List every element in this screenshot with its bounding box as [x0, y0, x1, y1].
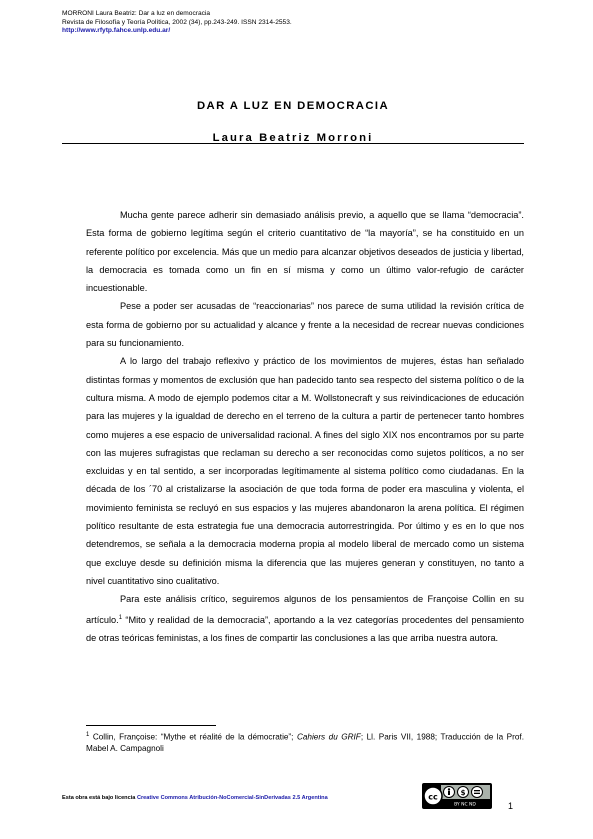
article-title: DAR A LUZ EN DEMOCRACIA: [196, 100, 390, 112]
footnote-text-a: Collin, Françoise: “Mythe et réalité de la démocratie”;: [89, 732, 297, 742]
cc-license-badge[interactable]: [422, 783, 492, 809]
footnote-text-b: ; Ll. Paris VII, 1988; Traducción de la Prof. Mabel A. Campagnoli: [86, 732, 524, 754]
paragraph-4: [86, 590, 524, 647]
footnote-rule: [86, 725, 216, 726]
paragraph-4-text-b: “Mito y realidad de la democracia”, aportando a la vez categorías procedentes del pensamiento de otras teóricas feministas, a los fines de compartir las conclusiones a las que arriba nuestra autora.: [86, 614, 524, 643]
license-prefix: Esta obra está bajo licencia: [62, 795, 137, 801]
footnote-journal: Cahiers du GRIF: [296, 732, 361, 742]
footnote-reference[interactable]: 1: [118, 614, 123, 621]
paragraph-1: Mucha gente parece adherir sin demasiado análisis previo, a aquello que se llama “democracia”. Esta forma de gobierno legítima según el criterio cuantitativo de “la mayoría”, se ha constituido en un referente político por excelencia. Más que un medio para alcanzar objetivos deseados de justicia y libertad, la democracia es tomada como un fin en sí misma y como un último valor-refugio de carácter incuestionable.: [86, 210, 524, 294]
paragraph-2: Pese a poder ser acusadas de “reaccionarias” nos parece de suma utilidad la revisión crítica de esta forma de gobierno por su actualidad y alcance y frente a la necesidad de recrear nuevas condiciones para su funcionamiento.: [86, 301, 524, 349]
footnote: [86, 730, 524, 755]
license-link[interactable]: Creative Commons Atribución-NoComercial-SinDerivadas 2.5 Argentina: [136, 795, 328, 801]
journal-url-link[interactable]: http://www.rfytp.fahce.unlp.edu.ar/: [62, 27, 171, 35]
footnote-marker: 1: [86, 732, 90, 738]
cc-logo-icon: [422, 783, 492, 809]
title-block: [62, 99, 524, 145]
paragraph-3: A lo largo del trabajo reflexivo y práctico de los movimientos de mujeres, éstas han señalado distintas formas y momentos de exclusión que han padecido tanto sea respecto del sistema político o de la cultura misma. A modo de ejemplo podemos citar a M. Wollstonecraft y sus reivindicaciones de educación para las mujeres y la igualdad de derecho en el terreno de la cultura a partir de pertenecer tanto hombres como mujeres a ese espacio de universalidad racional. A fines del siglo XIX nos encontramos por su parte con las mujeres sufragistas que reclaman su derecho a ser reconocidas como sujetos políticos, a no ser excluidas y en tal sentido, a ser incorporadas legítimamente al sistema político como ciudadanas. En la década de los ´70 al cristalizarse la asociación de que toda forma de poder era masculina y violenta, el movimiento feminista se recluyó en sus espacios y las mujeres abandonaron la arena política. El régimen político resultante de esta estrategia fue una democracia autorrestringida. Por último y es en lo que nos detendremos, se señala a la democracia moderna propia al modelo liberal de mercado como un sistema que excluye desde su definición misma la diferencia que las mujeres generan y constituyen, no tanto a nivel cuantitativo sino cualitativo.: [86, 356, 524, 586]
paragraph-4-text-a: Para este análisis crítico, seguiremos algunos de los pensamientos de Françoise Collin en su artículo.: [86, 594, 524, 625]
svg-text:$: $: [460, 789, 466, 797]
header-journal: Revista de Filosofía y Teoría Política, 2002 (34), pp.243-249. ISSN 2314-2553.: [62, 18, 292, 26]
badge-label: BY NC ND: [454, 802, 476, 808]
article-body: [86, 206, 524, 647]
svg-text:cc: cc: [428, 792, 438, 802]
page-number: 1: [508, 801, 514, 811]
license-footer: [62, 795, 328, 801]
header-citation: MORRONI Laura Beatriz: Dar a luz en democracia: [62, 10, 211, 17]
article-author: Laura Beatriz Morroni: [212, 132, 374, 144]
title-rule: [62, 143, 524, 144]
running-header: [62, 10, 292, 36]
